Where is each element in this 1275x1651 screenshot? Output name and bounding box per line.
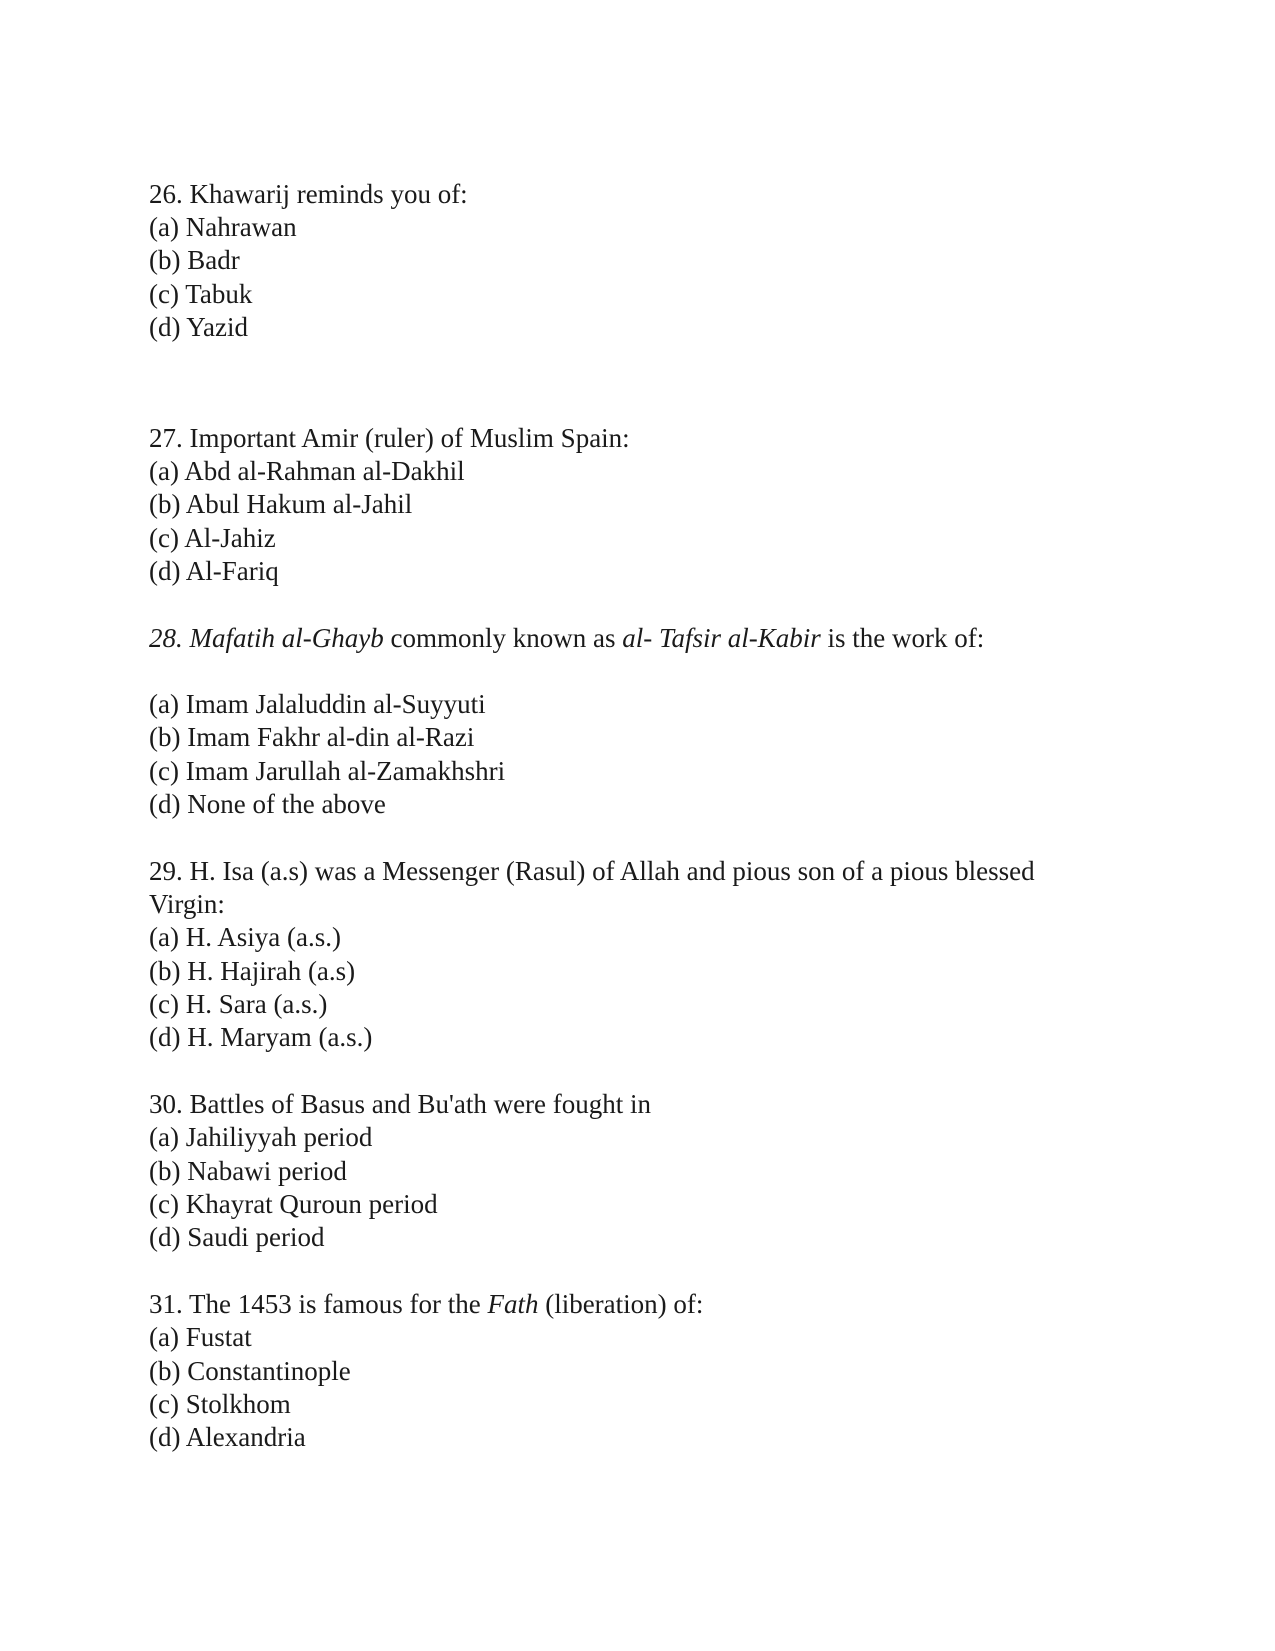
option-b: (b) Constantinople	[149, 1355, 351, 1386]
fath-italic: Fath	[487, 1289, 539, 1320]
option-b: (b) Imam Fakhr al-din al-Razi	[149, 722, 475, 753]
option-d: (d) Alexandria	[149, 1422, 306, 1453]
question-stem: 27. Important Amir (ruler) of Muslim Spain:	[149, 423, 630, 454]
option-c: (c) Stolkhom	[149, 1388, 291, 1419]
question-stem: 30. Battles of Basus and Bu'ath were fought in	[149, 1089, 652, 1120]
option-a: (a) Nahrawan	[149, 212, 297, 243]
option-b: (b) H. Hajirah (a.s)	[149, 955, 356, 986]
option-a: (a) Imam Jalaluddin al-Suyyuti	[149, 689, 486, 720]
question-stem: 28. Mafatih al-Ghayb commonly known as al- Tafsir al-Kabir is the work of:	[149, 623, 985, 654]
option-d: (d) None of the above	[149, 788, 386, 819]
option-a: (a) Fustat	[149, 1322, 252, 1353]
option-b: (b) Badr	[149, 245, 240, 276]
question-stem: 29. H. Isa (a.s) was a Messenger (Rasul) of Allah and pious son of a pious blessed Virgin:	[149, 856, 1035, 920]
question-sheet	[149, 178, 1109, 1454]
option-c: (c) Tabuk	[149, 278, 253, 309]
option-a: (a) Abd al-Rahman al-Dakhil	[149, 456, 465, 487]
question-stem: 31. The 1453 is famous for the Fath (liberation) of:	[149, 1289, 704, 1320]
option-d: (d) Yazid	[149, 311, 248, 342]
option-c: (c) Khayrat Quroun period	[149, 1188, 438, 1219]
option-c: (c) Al-Jahiz	[149, 522, 276, 553]
book-alt-title-italic: al- Tafsir al-Kabir	[622, 623, 821, 654]
question-27	[149, 422, 1109, 588]
option-d: (d) Saudi period	[149, 1222, 325, 1253]
question-29	[149, 855, 1109, 1054]
option-b: (b) Nabawi period	[149, 1155, 347, 1186]
question-28	[149, 622, 1109, 821]
option-d: (d) H. Maryam (a.s.)	[149, 1022, 373, 1053]
option-a: (a) Jahiliyyah period	[149, 1122, 373, 1153]
question-30	[149, 1088, 1109, 1254]
option-c: (c) H. Sara (a.s.)	[149, 988, 328, 1019]
book-title-italic: 28. Mafatih al-Ghayb	[149, 623, 384, 654]
option-c: (c) Imam Jarullah al-Zamakhshri	[149, 755, 506, 786]
option-d: (d) Al-Fariq	[149, 555, 279, 586]
question-26	[149, 178, 1109, 344]
option-a: (a) H. Asiya (a.s.)	[149, 922, 341, 953]
question-31	[149, 1288, 1109, 1454]
question-stem: 26. Khawarij reminds you of:	[149, 179, 468, 209]
option-b: (b) Abul Hakum al-Jahil	[149, 489, 413, 520]
